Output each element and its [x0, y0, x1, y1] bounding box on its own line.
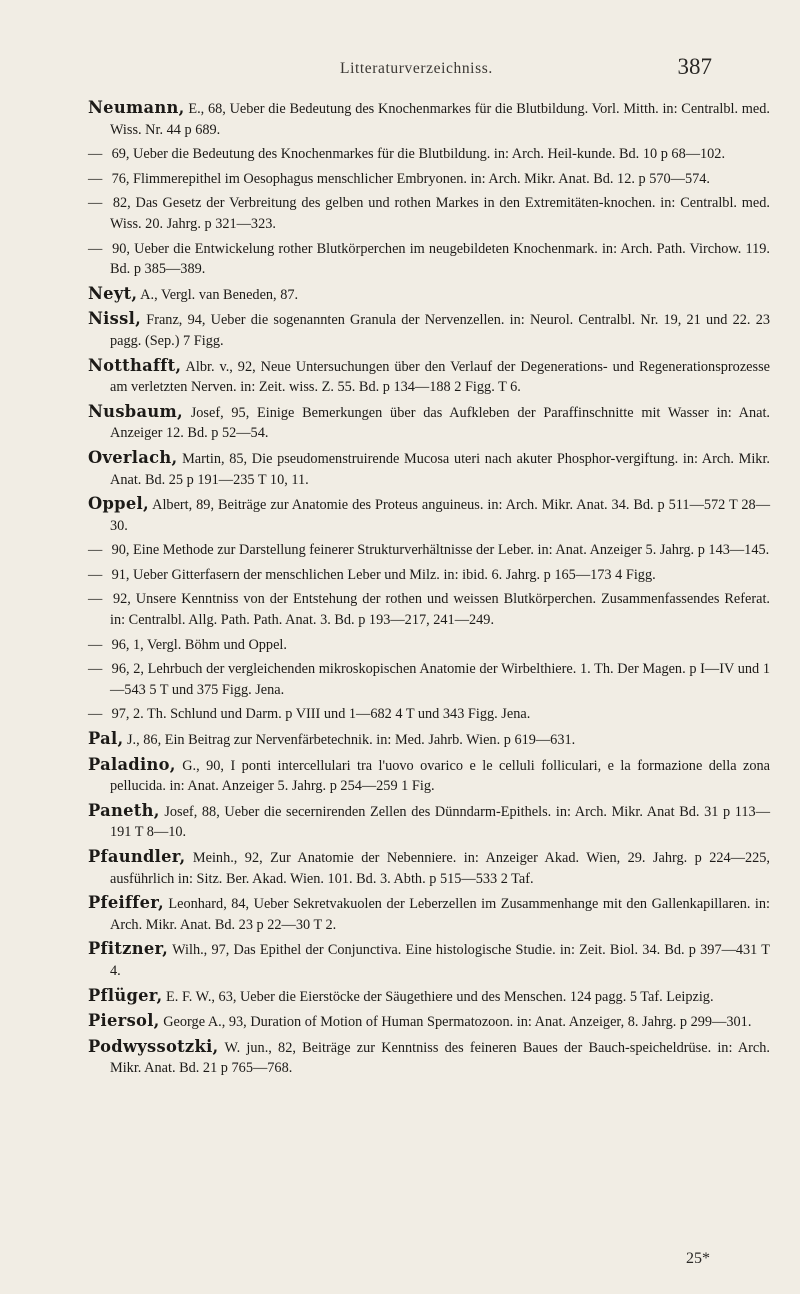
running-head	[0, 54, 800, 82]
bibliography-entry	[88, 494, 770, 536]
entry-dash: —	[88, 195, 103, 212]
bibliography-entry	[88, 1037, 770, 1079]
entry-text: J., 86, Ein Beitrag zur Nervenfärbetechnik. in: Med. Jahrb. Wien. p 619—631.	[123, 732, 576, 749]
entry-text: Albr. v., 92, Neue Untersuchungen über den Verlauf der Degenerations- und Regenerationsprozesse am verletzten Nerven. in: Zeit. wiss. Z. 55. Bd. p 134—188 2 Figg. T 6.	[110, 358, 770, 396]
entry-text: Martin, 85, Die pseudomenstruirende Mucosa uteri nach akuter Phosphor-vergiftung. in: Arch. Mikr. Anat. Bd. 25 p 191—235 T 10, 11.	[110, 450, 770, 488]
bibliography-entry	[88, 755, 770, 797]
entry-author: Pfeiffer,	[88, 893, 164, 913]
bibliography-entry	[88, 193, 770, 234]
entry-dash: —	[88, 591, 103, 608]
entry-text: 96, 1, Vergl. Böhm und Oppel.	[108, 636, 287, 653]
bibliography-entry	[88, 565, 770, 586]
entry-text: Leonhard, 84, Ueber Sekretvakuolen der Leberzellen im Zusammenhange mit den Gallenkapillaren. in: Arch. Mikr. Anat. Bd. 23 p 22—30 T 2.	[110, 896, 770, 933]
entry-author: Neumann,	[88, 98, 185, 117]
page-number: 387	[677, 54, 712, 79]
entry-text: 92, Unsere Kenntniss von der Entstehung der rothen und weissen Blutkörperchen. Zusammenfassendes Referat. in: Centralbl. Allg. Path. Path. Anat. 3. Bd. p 193—217, 241—249.	[108, 591, 770, 629]
bibliography-entry	[88, 540, 770, 561]
entry-dash: —	[88, 661, 103, 678]
entry-text: Josef, 95, Einige Bemerkungen über das Aufkleben der Paraffinschnitte mit Wasser in: Anat. Anzeiger 12. Bd. p 52—54.	[110, 404, 770, 442]
entry-text: E., 68, Ueber die Bedeutung des Knochenmarkes für die Blutbildung. Vorl. Mitth. in: Centralbl. med. Wiss. Nr. 44 p 689.	[110, 101, 770, 138]
entry-dash: —	[88, 566, 103, 583]
bibliography-entry	[88, 659, 770, 700]
bibliography-entry	[88, 986, 770, 1008]
bibliography-entry	[88, 939, 770, 981]
bibliography-entry	[88, 356, 770, 398]
entry-author: Pflüger,	[88, 985, 163, 1005]
bibliography-entry	[88, 589, 770, 630]
entry-author: Nissl,	[88, 309, 142, 329]
entry-text: 96, 2, Lehrbuch der vergleichenden mikroskopischen Anatomie der Wirbelthiere. 1. Th. Der Magen. p I—IV und 1—543 5 T und 375 Figg. Jena.	[108, 661, 770, 698]
bibliography-entry	[88, 1011, 770, 1033]
bibliography-entry	[88, 448, 770, 490]
entry-author: Paneth,	[88, 800, 160, 820]
printer-signature: 25*	[686, 1250, 710, 1267]
entry-text: 76, Flimmerepithel im Oesophagus menschlicher Embryonen. in: Arch. Mikr. Anat. Bd. 12. p 570—574.	[108, 170, 710, 187]
bibliography-entry	[88, 847, 770, 889]
bibliography-entry	[88, 801, 770, 843]
entry-author: Overlach,	[88, 447, 178, 467]
bibliography-entry	[88, 402, 770, 444]
bibliography-entry	[88, 309, 770, 351]
entry-text: 97, 2. Th. Schlund und Darm. p VIII und 1—682 4 T und 343 Figg. Jena.	[108, 706, 531, 723]
entry-text: G., 90, I ponti intercellulari tra l'uovo ovarico e le celluli folliculari, e la formazione della zona pellucida. in: Anat. Anzeiger 5. Jahrg. p 254—259 1 Fig.	[110, 757, 770, 795]
entry-text: Meinh., 92, Zur Anatomie der Nebenniere. in: Anzeiger Akad. Wien, 29. Jahrg. p 224—225, ausführlich in: Sitz. Ber. Akad. Wien. 101. Bd. 3. Abth. p 515—533 2 Taf.	[110, 850, 770, 887]
entry-dash: —	[88, 146, 103, 163]
bibliography-entry	[88, 635, 770, 656]
entry-text: 90, Ueber die Entwickelung rother Blutkörperchen im neugebildeten Knochenmark. in: Arch. Path. Virchow. 119. Bd. p 385—389.	[108, 240, 770, 278]
entry-author: Oppel,	[88, 494, 149, 514]
entry-author: Podwyssotzki,	[88, 1036, 219, 1056]
bibliography-entry	[88, 169, 770, 190]
entry-author: Pal,	[88, 729, 124, 749]
entry-text: George A., 93, Duration of Motion of Human Spermatozoon. in: Anat. Anzeiger, 8. Jahrg. p 299—301.	[159, 1014, 752, 1031]
entry-author: Notthafft,	[88, 355, 182, 375]
entry-dash: —	[88, 240, 103, 257]
entry-text: E. F. W., 63, Ueber die Eierstöcke der Säugethiere und des Menschen. 124 pagg. 5 Taf. Leipzig.	[162, 988, 714, 1005]
bibliography-list	[88, 98, 770, 1083]
bibliography-entry	[88, 239, 770, 280]
entry-author: Paladino,	[88, 754, 176, 774]
entry-text: Franz, 94, Ueber die sogenannten Granula der Nervenzellen. in: Neurol. Centralbl. Nr. 19, 21 und 22. 23 pagg. (Sep.) 7 Figg.	[110, 312, 770, 349]
entry-author: Nusbaum,	[88, 401, 183, 421]
entry-author: Pfaundler,	[88, 847, 186, 866]
bibliography-entry	[88, 729, 770, 751]
entry-author: Pfitzner,	[88, 939, 169, 959]
entry-text: W. jun., 82, Beiträge zur Kenntniss des feineren Baues der Bauch-speicheldrüse. in: Arch. Mikr. Anat. Bd. 21 p 765—768.	[110, 1039, 770, 1077]
running-title: Litteraturverzeichniss.	[340, 60, 493, 77]
bibliography-entry	[88, 98, 770, 140]
bibliography-entry	[88, 704, 770, 725]
entry-dash: —	[88, 636, 103, 653]
bibliography-entry	[88, 893, 770, 935]
entry-author: Neyt,	[88, 283, 138, 303]
entry-text: 82, Das Gesetz der Verbreitung des gelben und rothen Markes in den Extremitäten-knochen. in: Centralbl. med. Wiss. 20. Jahrg. p 321—323.	[108, 195, 770, 232]
entry-text: Josef, 88, Ueber die secernirenden Zellen des Dünndarm-Epithels. in: Arch. Mikr. Anat Bd. 31 p 113—191 T 8—10.	[110, 803, 770, 841]
entry-text: 90, Eine Methode zur Darstellung feinerer Strukturverhältnisse der Leber. in: Anat. Anzeiger 5. Jahrg. p 143—145.	[108, 542, 770, 559]
entry-text: 69, Ueber die Bedeutung des Knochenmarkes für die Blutbildung. in: Arch. Heil-kunde. Bd. 10 p 68—102.	[108, 146, 726, 163]
entry-author: Piersol,	[88, 1011, 160, 1031]
entry-text: Wilh., 97, Das Epithel der Conjunctiva. Eine histologische Studie. in: Zeit. Biol. 34. Bd. p 397—431 T 4.	[110, 942, 770, 979]
entry-text: A., Vergl. van Beneden, 87.	[137, 286, 299, 303]
entry-dash: —	[88, 706, 103, 723]
bibliography-entry	[88, 284, 770, 306]
entry-text: 91, Ueber Gitterfasern der menschlichen Leber und Milz. in: ibid. 6. Jahrg. p 165—173 4 Figg.	[108, 566, 656, 583]
entry-dash: —	[88, 170, 103, 187]
entry-text: Albert, 89, Beiträge zur Anatomie des Proteus anguineus. in: Arch. Mikr. Anat. 34. Bd. p 511—572 T 28—30.	[110, 497, 770, 534]
bibliography-entry	[88, 144, 770, 165]
entry-dash: —	[88, 542, 103, 559]
